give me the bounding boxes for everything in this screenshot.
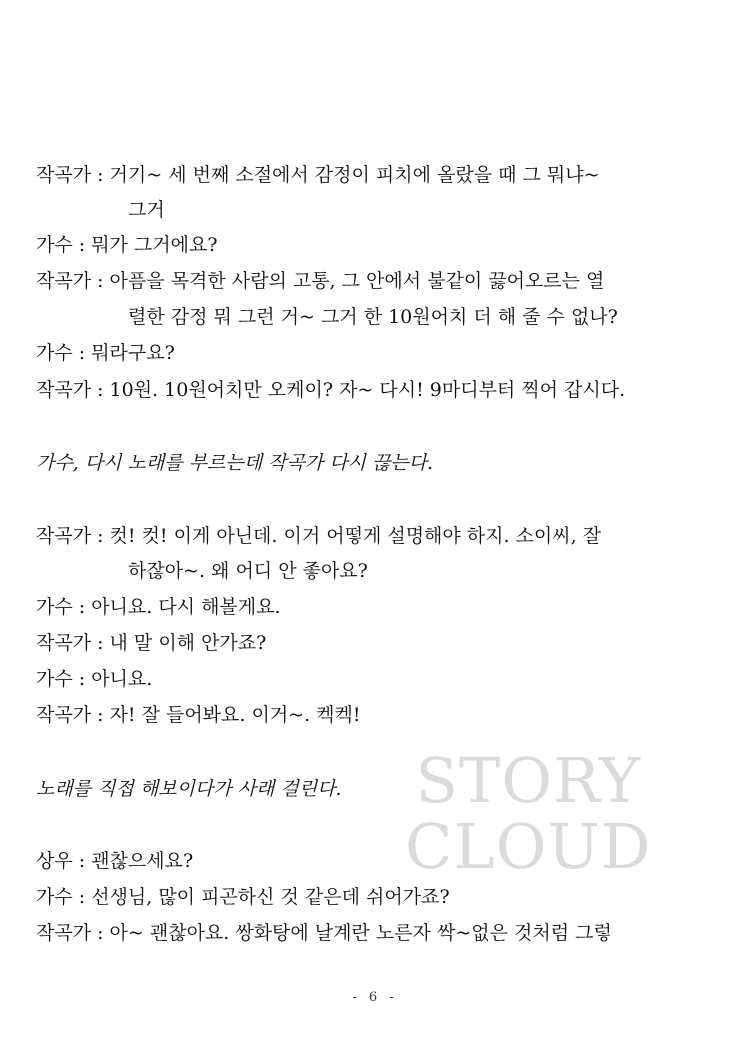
dialogue-line: 작곡가 : 10원. 10원어치만 오케이? 자~ 다시! 9마디부터 찍어 갑시다. <box>36 379 626 401</box>
dialogue-line: 가수 : 뭐라구요? <box>36 342 175 364</box>
dialogue-line: 가수 : 아니요. 다시 해볼게요. <box>36 596 281 618</box>
page-number: - 6 - <box>352 990 398 1005</box>
stage-direction: 노래를 직접 해보이다가 사래 걸린다. <box>36 778 342 800</box>
watermark-line-1: STORY <box>415 744 641 817</box>
dialogue-line: 작곡가 : 거기~ 세 번째 소절에서 감정이 피치에 올랐을 때 그 뭐냐~ <box>36 164 600 186</box>
dialogue-line: 작곡가 : 아~ 괜찮아요. 쌍화탕에 날계란 노른자 싹~없은 것처럼 그렇 <box>36 922 612 944</box>
stage-direction: 가수, 다시 노래를 부르는데 작곡가 다시 끊는다. <box>36 452 434 474</box>
dialogue-line: 작곡가 : 컷! 컷! 이게 아닌데. 이거 어떻게 설명해야 하지. 소이씨, 잘 <box>36 525 602 547</box>
dialogue-line: 가수 : 아니요. <box>36 668 153 690</box>
dialogue-line: 작곡가 : 아픔을 목격한 사람의 고통, 그 안에서 불같이 끓어오르는 열 <box>36 270 605 292</box>
dialogue-continuation: 하잖아~. 왜 어디 안 좋아요? <box>128 560 368 582</box>
watermark-line-2: CLOUD <box>405 810 652 883</box>
dialogue-line: 상우 : 괜찮으세요? <box>36 850 194 872</box>
dialogue-line: 가수 : 선생님, 많이 피곤하신 것 같은데 쉬어가죠? <box>36 886 450 908</box>
dialogue-continuation: 렬한 감정 뭐 그런 거~ 그거 한 10원어치 더 해 줄 수 없나? <box>128 306 618 328</box>
dialogue-line: 작곡가 : 내 말 이해 안가죠? <box>36 632 267 654</box>
dialogue-line: 작곡가 : 자! 잘 들어봐요. 이거~. 켁켁! <box>36 704 361 726</box>
dialogue-continuation: 그거 <box>128 199 165 221</box>
dialogue-line: 가수 : 뭐가 그거에요? <box>36 234 218 256</box>
